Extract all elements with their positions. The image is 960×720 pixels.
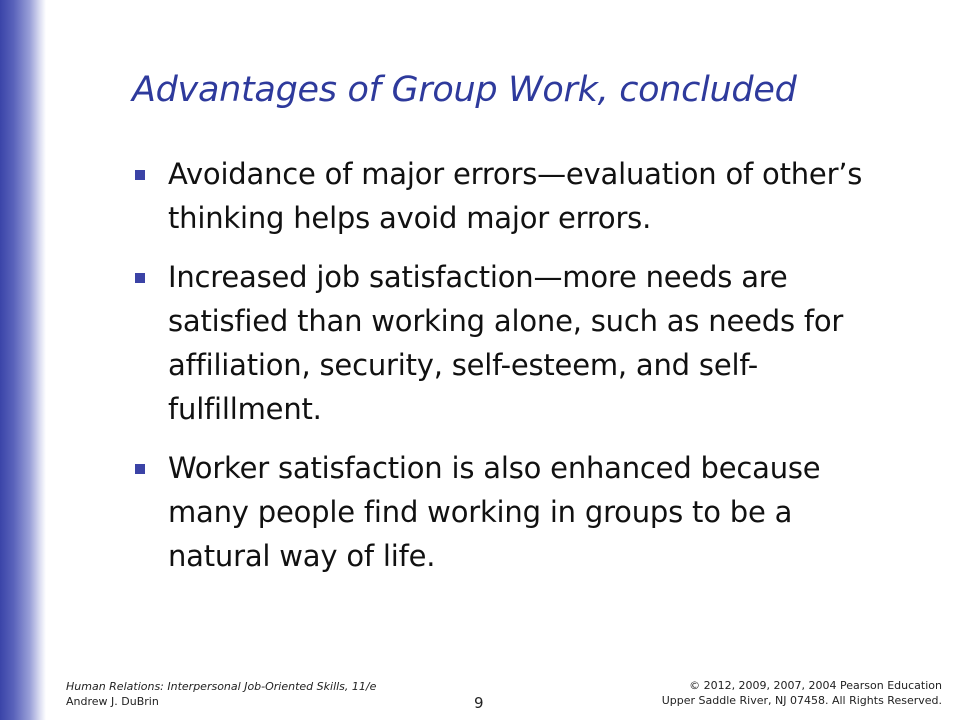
footer-author: Andrew J. DuBrin [66, 695, 159, 708]
footer-book-title: Human Relations: Interpersonal Job-Oriented Skills, 11/e [66, 680, 377, 693]
bullet-item-worker-satisfaction [132, 446, 872, 578]
left-decorative-band [0, 0, 46, 720]
bullet-item-job-satisfaction [132, 255, 872, 431]
footer-copyright: © 2012, 2009, 2007, 2004 Pearson Education [689, 679, 942, 692]
slide-title: Advantages of Group Work, concluded [132, 70, 797, 110]
bullet-item-avoidance-of-errors [132, 152, 872, 240]
square-bullet-icon [135, 273, 145, 283]
bullet-text: Worker satisfaction is also enhanced because many people find working in groups to be a natural way of life. [168, 451, 821, 573]
footer-copyright-block [662, 678, 942, 708]
page-number: 9 [474, 694, 484, 712]
footer-publisher-address: Upper Saddle River, NJ 07458. All Rights Reserved. [661, 694, 942, 707]
bullet-list [132, 152, 872, 593]
bullet-text: Avoidance of major errors—evaluation of other’s thinking helps avoid major errors. [168, 157, 863, 235]
square-bullet-icon [135, 170, 145, 180]
square-bullet-icon [135, 464, 145, 474]
footer-book-info [66, 679, 376, 709]
bullet-text: Increased job satisfaction—more needs are satisfied than working alone, such as needs for affiliation, security, self-esteem, and self-fulfillment. [168, 260, 844, 426]
